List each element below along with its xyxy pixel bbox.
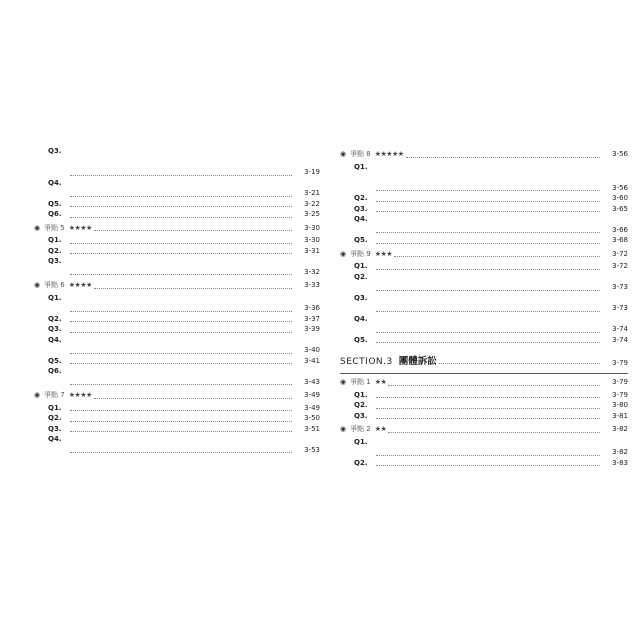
pin-icon: ◉: [340, 150, 347, 158]
page-number: 3-72: [612, 249, 628, 258]
question-label: Q2.: [48, 314, 62, 323]
page-number: 3-43: [304, 377, 320, 386]
importance-stars: ★★: [374, 378, 387, 386]
dot-leader: [376, 190, 600, 191]
entry-text: [68, 424, 320, 435]
dot-leader: [70, 175, 292, 176]
toc-question-entry[interactable]: [340, 437, 628, 458]
page-number: 3-33: [304, 281, 320, 289]
dot-leader: [406, 157, 600, 158]
toc-question-entry[interactable]: [340, 261, 628, 272]
entry-text: [374, 335, 628, 346]
question-label: Q4.: [354, 215, 368, 223]
question-label: Q4.: [48, 178, 62, 187]
question-label: Q1.: [354, 262, 368, 270]
question-label: Q2.: [48, 414, 62, 422]
section-heading[interactable]: [340, 353, 628, 367]
toc-question-entry[interactable]: [34, 256, 320, 277]
toc-question-entry[interactable]: [34, 424, 320, 435]
topic-label: 爭點 5: [44, 223, 65, 232]
page-number: 3-74: [612, 335, 628, 344]
entry-text: [374, 162, 628, 194]
dot-leader: [376, 465, 600, 466]
entry-text: [68, 434, 320, 455]
dot-leader: [376, 455, 600, 456]
entry-text: [68, 356, 320, 367]
page-number: 3-73: [612, 304, 628, 312]
entry-text: [68, 178, 320, 199]
section-divider: [340, 373, 628, 374]
question-label: Q6.: [48, 367, 62, 375]
question-label: Q2.: [354, 194, 368, 202]
dot-leader: [70, 384, 292, 385]
toc-question-entry[interactable]: [34, 314, 320, 325]
entry-text: [68, 146, 320, 178]
entry-text: [68, 209, 320, 220]
toc-question-entry[interactable]: [34, 413, 320, 424]
toc-topic-entry[interactable]: [34, 223, 320, 234]
question-label: Q6.: [48, 210, 62, 218]
page-number: 3-66: [612, 225, 628, 234]
page-number: 3-83: [612, 458, 628, 467]
entry-text: [68, 335, 320, 356]
dot-leader: [439, 363, 600, 364]
dot-leader: [376, 269, 600, 270]
entry-text: [374, 400, 628, 411]
topic-label: 爭點 9: [350, 249, 371, 258]
question-label: Q5.: [354, 236, 368, 244]
topic-label: 爭點 2: [350, 425, 371, 433]
question-label: Q1.: [48, 403, 62, 412]
dot-leader: [376, 211, 600, 212]
entry-text: [374, 272, 628, 293]
entry-text: [68, 246, 320, 257]
entry-text: [68, 293, 320, 314]
dot-leader: [70, 311, 292, 312]
page-number: 3-65: [612, 204, 628, 213]
page-number: 3-53: [304, 445, 320, 454]
dot-leader: [70, 206, 292, 207]
question-label: Q3.: [48, 325, 62, 333]
section-label: SECTION.3: [340, 357, 393, 367]
toc-topic-entry[interactable]: [34, 390, 320, 401]
page-number: 3-79: [612, 390, 628, 399]
entry-text: [374, 193, 628, 204]
entry-text: [373, 149, 628, 160]
toc-question-entry[interactable]: [340, 314, 628, 335]
dot-leader: [70, 452, 292, 453]
toc-question-entry[interactable]: [340, 458, 628, 469]
importance-stars: ★★★★★: [374, 150, 404, 158]
dot-leader: [376, 243, 600, 244]
question-label: Q1.: [354, 390, 368, 399]
toc-question-entry[interactable]: [340, 411, 628, 422]
toc-question-entry[interactable]: [34, 246, 320, 257]
page-number: 3-60: [612, 194, 628, 202]
page-number: 3-41: [304, 356, 320, 365]
page-number: 3-50: [304, 414, 320, 422]
dot-leader: [94, 230, 292, 231]
entry-text: [67, 223, 320, 234]
toc-topic-entry[interactable]: [34, 280, 320, 291]
toc-question-entry[interactable]: [340, 235, 628, 246]
toc-topic-entry[interactable]: [340, 249, 628, 260]
page-number: 3-40: [304, 346, 320, 354]
entry-text: [373, 377, 628, 388]
dot-leader: [376, 332, 600, 333]
question-label: Q5.: [354, 335, 368, 344]
section-title: 團體訴訟: [398, 356, 437, 367]
entry-text: [68, 314, 320, 325]
question-label: Q4.: [48, 335, 62, 344]
page-number: 3-31: [304, 246, 320, 255]
page-number: 3-25: [304, 210, 320, 218]
pin-icon: ◉: [340, 425, 347, 433]
entry-text: [374, 204, 628, 215]
page-number: 3-82: [612, 425, 628, 433]
entry-text: [68, 235, 320, 246]
page-number: 3-30: [304, 236, 320, 244]
question-label: Q2.: [354, 272, 368, 281]
question-label: Q3.: [354, 293, 368, 302]
toc-topic-entry[interactable]: [340, 424, 628, 435]
importance-stars: ★★★★: [68, 391, 92, 399]
toc-question-entry[interactable]: [34, 178, 320, 199]
topic-label: 爭點 6: [44, 281, 65, 289]
dot-leader: [94, 398, 292, 399]
dot-leader: [70, 253, 292, 254]
entry-text: [374, 411, 628, 422]
topic-label: 爭點 1: [350, 378, 371, 386]
dot-leader: [70, 363, 292, 364]
pin-icon: ◉: [340, 378, 347, 386]
toc-question-entry[interactable]: [34, 324, 320, 335]
dot-leader: [388, 385, 600, 386]
dot-leader: [70, 217, 292, 218]
toc-question-entry[interactable]: [34, 199, 320, 210]
pin-icon: ◉: [34, 281, 41, 289]
page-number: 3-79: [612, 378, 628, 386]
dot-leader: [70, 274, 292, 275]
question-label: Q4.: [48, 435, 62, 443]
importance-stars: ★★★: [374, 249, 393, 258]
toc-question-entry[interactable]: [34, 146, 320, 178]
dot-leader: [70, 321, 292, 322]
page-number: 3-56: [612, 183, 628, 192]
entry-text: [374, 437, 628, 458]
page-number: 3-68: [612, 236, 628, 244]
entry-text: [68, 324, 320, 335]
dot-leader: [376, 311, 600, 312]
page-number: 3-51: [304, 424, 320, 433]
dot-leader: [376, 408, 600, 409]
pin-icon: ◉: [340, 249, 347, 258]
importance-stars: ★★★★: [68, 281, 92, 289]
page-number: 3-36: [304, 304, 320, 312]
toc-question-entry[interactable]: [340, 162, 628, 194]
dot-leader: [376, 201, 600, 202]
page-number: 3-73: [612, 283, 628, 291]
question-label: Q1.: [48, 293, 62, 302]
dot-leader: [70, 421, 292, 422]
toc-question-entry[interactable]: [34, 434, 320, 455]
toc-question-entry[interactable]: [340, 390, 628, 401]
toc-question-entry[interactable]: [34, 209, 320, 220]
page-number: 3-19: [304, 168, 320, 176]
dot-leader: [70, 353, 292, 354]
entry-text: [374, 235, 628, 246]
dot-leader: [70, 332, 292, 333]
dot-leader: [376, 418, 600, 419]
toc-topic-entry[interactable]: [340, 149, 628, 160]
toc-question-entry[interactable]: [34, 356, 320, 367]
dot-leader: [376, 290, 600, 291]
page-number: 3-21: [304, 189, 320, 197]
entry-text: [68, 413, 320, 424]
dot-leader: [376, 342, 600, 343]
entry-text: [68, 403, 320, 414]
question-label: Q1.: [354, 437, 368, 446]
page-number: 3-82: [612, 448, 628, 456]
page-number: 3-49: [304, 391, 320, 399]
dot-leader: [70, 196, 292, 197]
question-label: Q3.: [354, 411, 368, 420]
toc-question-entry[interactable]: [34, 366, 320, 387]
toc-question-entry[interactable]: [340, 400, 628, 411]
question-label: Q4.: [354, 314, 368, 323]
entry-text: [374, 214, 628, 235]
toc-question-entry[interactable]: [340, 204, 628, 215]
question-label: Q2.: [354, 401, 368, 409]
entry-text: [374, 458, 628, 469]
pin-icon: ◉: [34, 223, 41, 232]
entry-text: [374, 261, 628, 272]
page-number: 3-49: [304, 403, 320, 412]
dot-leader: [394, 256, 600, 257]
question-label: Q2.: [48, 246, 62, 255]
page-number: 3-56: [612, 150, 628, 158]
pin-icon: ◉: [34, 391, 41, 399]
page-number: 3-72: [612, 262, 628, 270]
entry-text: [373, 249, 628, 260]
toc-question-entry[interactable]: [340, 335, 628, 346]
topic-label: 爭點 8: [350, 150, 371, 158]
toc-question-entry[interactable]: [34, 403, 320, 414]
entry-text: [68, 199, 320, 210]
entry-text: [374, 314, 628, 335]
question-label: Q1.: [354, 162, 368, 171]
page-number: 3-79: [612, 359, 628, 367]
toc-column-right: [340, 146, 628, 468]
entry-text: [68, 366, 320, 387]
page-number: 3-80: [612, 401, 628, 409]
page-number: 3-30: [304, 223, 320, 232]
toc-question-entry[interactable]: [34, 235, 320, 246]
toc-column-left: [34, 146, 320, 455]
page-number: 3-32: [304, 267, 320, 276]
importance-stars: ★★★★: [68, 223, 92, 232]
page-number: 3-22: [304, 199, 320, 208]
question-label: Q3.: [48, 147, 62, 155]
page-number: 3-81: [612, 411, 628, 420]
toc-question-entry[interactable]: [34, 335, 320, 356]
dot-leader: [376, 397, 600, 398]
topic-label: 爭點 7: [44, 391, 65, 399]
dot-leader: [388, 432, 600, 433]
dot-leader: [376, 232, 600, 233]
question-label: Q5.: [48, 356, 62, 365]
entry-text: [68, 256, 320, 277]
toc-question-entry[interactable]: [340, 272, 628, 293]
question-label: Q3.: [48, 257, 62, 265]
question-label: Q2.: [354, 458, 368, 467]
toc-question-entry[interactable]: [340, 293, 628, 314]
question-label: Q5.: [48, 199, 62, 208]
dot-leader: [70, 410, 292, 411]
importance-stars: ★★: [374, 425, 387, 433]
entry-text: [67, 390, 320, 401]
question-label: Q1.: [48, 236, 62, 244]
dot-leader: [70, 431, 292, 432]
dot-leader: [70, 243, 292, 244]
entry-text: [67, 280, 320, 291]
entry-text: [374, 293, 628, 314]
toc-question-entry[interactable]: [340, 214, 628, 235]
page-number: 3-37: [304, 314, 320, 323]
toc-topic-entry[interactable]: [340, 377, 628, 388]
page-number: 3-39: [304, 325, 320, 333]
page-number: 3-74: [612, 325, 628, 333]
question-label: Q3.: [48, 424, 62, 433]
toc-question-entry[interactable]: [34, 293, 320, 314]
entry-text: [374, 390, 628, 401]
question-label: Q3.: [354, 204, 368, 213]
dot-leader: [94, 288, 292, 289]
toc-question-entry[interactable]: [340, 193, 628, 204]
entry-text: [373, 424, 628, 435]
